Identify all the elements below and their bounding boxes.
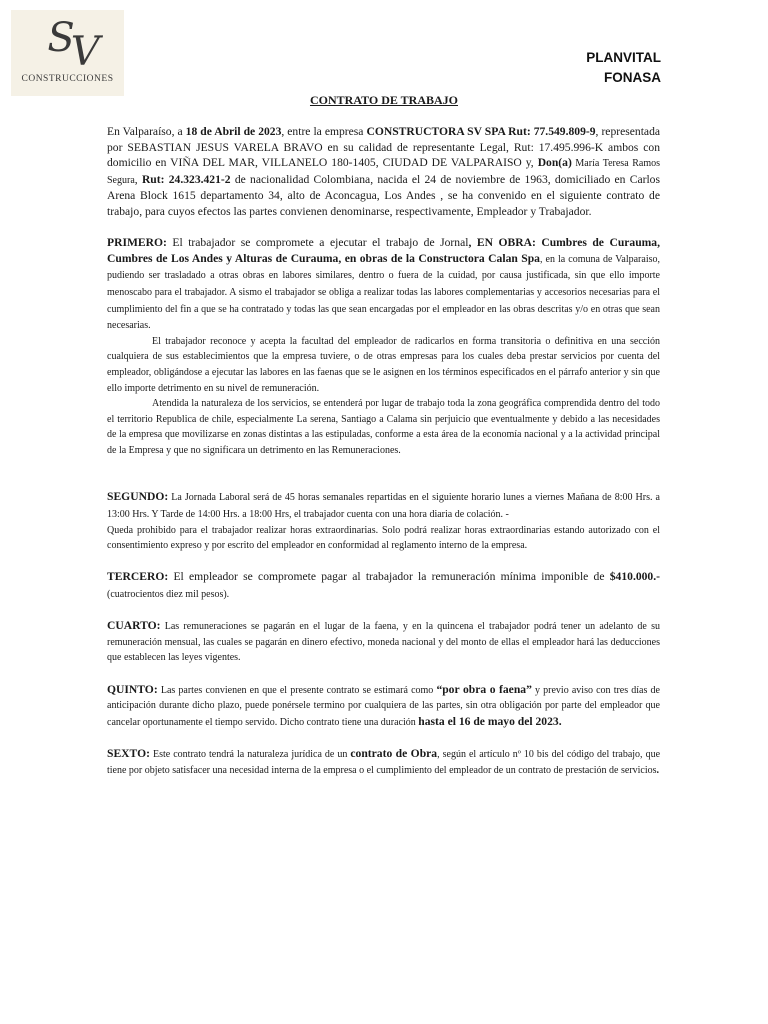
- header-line-fonasa: FONASA: [604, 70, 661, 85]
- document-title: CONTRATO DE TRABAJO: [309, 93, 459, 107]
- logo-monogram: [11, 14, 124, 75]
- clause-tercero: TERCERO: El empleador se compromete pagar al trabajador la remuneración mínima imponible de $410.000.- (cuatrocientos diez mil pesos).: [107, 570, 660, 601]
- clause-segundo-p2: Queda prohibido para el trabajador realizar horas extraordinarias. Solo podrá realizar horas extraordinarias estando autorizado con el consentimiento expreso y por escrito del empleador en conformidad al reglamento interno de la empresa.: [107, 524, 660, 552]
- clause-primero: PRIMERO: El trabajador se compromete a ejecutar el trabajo de Jornal, EN OBRA: Cumbres de Curauma, Cumbres de Los Andes y Alturas de Curauma, en obras de la Constructora Calan Spa, en la comuna de Valparaiso, pudiendo ser trasladado a otras obras en labores similares, dentro o fuera de la cuidad, por causa justificada, sin que ello importe menoscabo para el trabajador. A sismo el trabajador se obliga a realizar todas las labores complementarias y accesorios necesarias para el cumplimiento del fin a que se ha contratado y todas las que sean encargadas por el empleador en las obras descritas y/o en otras que sean necesarias.: [107, 236, 661, 332]
- clause-label: TERCERO:: [107, 570, 169, 584]
- clause-label: SEGUNDO:: [107, 490, 169, 504]
- logo-text: CONSTRUCCIONES: [21, 74, 114, 84]
- clause-label: CUARTO:: [107, 619, 161, 633]
- clause-primero-p3: Atendida la naturaleza de los servicios, se entenderá por lugar de trabajo toda la zona geográfica comprendida dentro del todo el territorio Republica de chile, especialmente La serena, Santiago a Calama sin perjuicio que eventualmente y debido a las necesidades de la empresa que movilizarse en zonas distintas a las estipuladas, conforme a esta área de la economía nacional y a la actividad principal de la Empresa y que no significara un detrimento en las Remuneraciones.: [107, 398, 660, 456]
- logo-letter-v: V: [70, 29, 92, 75]
- clause-segundo: SEGUNDO: La Jornada Laboral será de 45 horas semanales repartidas en el siguiente horario lunes a viernes Mañana de 8:00 Hrs. a 13:00 Hrs. Y Tarde de 14:00 Hrs. a 18:00 Hrs, el trabajador cuenta con una hora diaria de colación. -: [107, 490, 660, 521]
- header-line-planvital: PLANVITAL: [586, 50, 661, 65]
- logo-letter-s: S: [47, 15, 67, 61]
- clause-sexto: SEXTO: Este contrato tendrá la naturaleza jurídica de un contrato de Obra, según el artículo nº 10 bis del código del trabajo, que tiene por objeto satisfacer una necesidad interna de la empresa o el cumplimiento del empleador de un contrato de prestación de servicios.: [107, 746, 661, 776]
- clause-quinto: QUINTO: Las partes convienen en que el presente contrato se estimará como “por obra o faena” y previo aviso con tres días de anticipación durante dicho plazo, puede ponérsele termino por cualquiera de las partes, sin otra obligación por parte del empleador que cancelar oportunamente el tiempo servido. Dicho contrato tiene una duración hasta el 16 de mayo del 2023.: [107, 682, 660, 728]
- header-labels: [586, 48, 661, 88]
- contract-body: [107, 124, 660, 778]
- clause-label: QUINTO:: [107, 682, 158, 696]
- clause-label: SEXTO:: [107, 746, 150, 760]
- clause-cuarto: CUARTO: Las remuneraciones se pagarán en el lugar de la faena, y en la quincena el trabajador podrá tener un adelanto de su remuneración mensual, las cuales se pagarán en dinero efectivo, moneda nacional y del monto de ellas el empleador hará las deducciones que establecen las leyes vigentes.: [107, 619, 660, 664]
- clause-primero-p2: El trabajador reconoce y acepta la facultad del empleador de radicarlos en forma transitoria o definitiva en una sección cualquiera de sus establecimientos que la empresa tuviere, o de otras empresas para los cuales deba prestar servicios por cuenta del empleador, obligándose a ejecutar las labores en las faenas que se le asignen en los términos especificados en el párrafo anterior y sin que ello importe detrimento en su nivel de remuneración.: [107, 335, 660, 394]
- intro-paragraph: En Valparaíso, a 18 de Abril de 2023, entre la empresa CONSTRUCTORA SV SPA Rut: 77.549.809-9, representada por SEBASTIAN JESUS VARELA BRAVO en su calidad de representante Legal, Rut: 17.495.996-K ambos con domicilio en VIÑA DEL MAR, VILLANELO 180-1405, CIUDAD DE VALPARAISO y, Don(a) María Teresa Ramos Segura, Rut: 24.323.421-2 de nacionalidad Colombiana, nacida el 24 de noviembre de 1963, domiciliado en Carlos Arena Block 1615 departamento 34, alto de Aconcagua, Los Andes , se ha convenido en el siguiente contrato de trabajo, para cuyos efectos las partes convienen denominarse, respectivamente, Empleador y Trabajador.: [107, 125, 661, 218]
- company-logo: [11, 10, 124, 96]
- clause-label: PRIMERO:: [107, 236, 167, 250]
